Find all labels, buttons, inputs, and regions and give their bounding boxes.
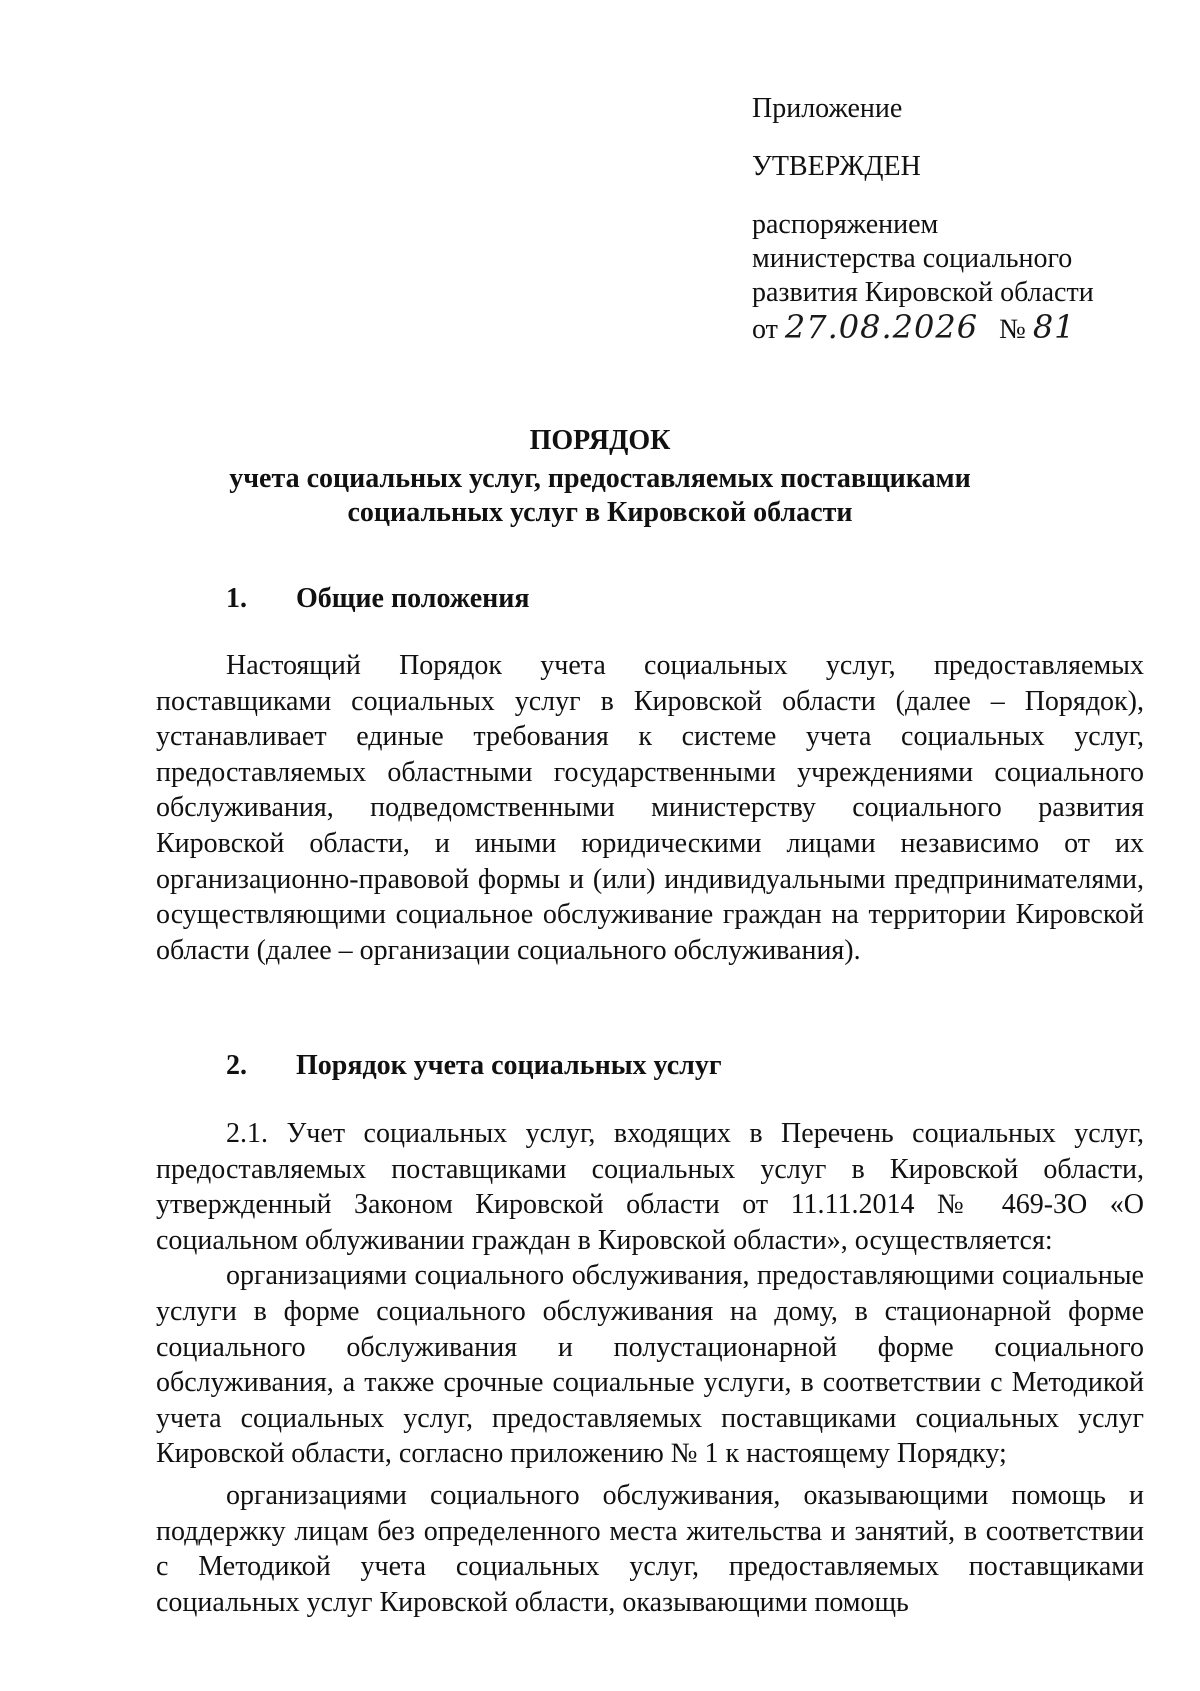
- document-title: [0, 424, 1200, 530]
- date-number-line: [752, 310, 1172, 347]
- handwritten-date: 27.08.2026: [784, 308, 979, 346]
- order-line-2: министерства социального: [752, 243, 1073, 274]
- section-1-number: 1.: [226, 583, 247, 614]
- date-prefix: от: [752, 314, 778, 345]
- appendix-label: Приложение: [752, 93, 903, 124]
- section-1-heading: [226, 582, 530, 616]
- section-2-number: 2.: [226, 1050, 247, 1081]
- title-line-1: учета социальных услуг, предоставляемых поставщиками: [229, 463, 971, 494]
- handwritten-number: 81: [1032, 308, 1076, 346]
- section-2-paragraph-3: организациями социального обслуживания, оказывающими помощь и поддержку лицам без определенного места жительства и занятий, в соответствии с Методикой учета социальных услуг, предоставляемых поставщиками социальных услуг Кировской области, оказывающими помощь: [156, 1479, 1144, 1618]
- approved-label: УТВЕРЖДЕН: [752, 151, 921, 182]
- order-line-1: распоряжением: [752, 209, 939, 240]
- section-1-title: Общие положения: [296, 583, 530, 614]
- section-1-body: [156, 648, 1144, 968]
- number-prefix: №: [999, 314, 1026, 345]
- title-main: ПОРЯДОК: [529, 425, 671, 456]
- section-2-paragraph-2: организациями социального обслуживания, предоставляющими социальные услуги в форме социального обслуживания на дому, в стационарной форме социального обслуживания и полустационарной форме социального обслуживания, а также срочные социальные услуги, в соответствии с Методикой учета социальных услуг, предоставляемых поставщиками социальных услуг Кировской области, согласно приложению № 1 к настоящему Порядку;: [156, 1260, 1144, 1470]
- section-2-title: Порядок учета социальных услуг: [296, 1050, 722, 1081]
- section-2-body: [156, 1116, 1144, 1620]
- section-2-paragraph-1: 2.1. Учет социальных услуг, входящих в Перечень социальных услуг, предоставляемых поставщиками социальных услуг в Кировской области, утвержденный Законом Кировской области от 11.11.2014 № 469-ЗО «О социальном облуживании граждан в Кировской области», осуществляется:: [156, 1118, 1144, 1256]
- section-2-heading: [226, 1049, 722, 1083]
- approval-block: [752, 92, 1172, 347]
- title-line-2: социальных услуг в Кировской области: [347, 497, 853, 528]
- order-line-3: развития Кировской области: [752, 277, 1094, 308]
- section-1-paragraph: Настоящий Порядок учета социальных услуг, предоставляемых поставщиками социальных услуг в Кировской области (далее – Порядок), устанавливает единые требования к системе учета социальных услуг, предоставляемых областными государственными учреждениями социального обслуживания, подведомственными министерству социального развития Кировской области, и иными юридическими лицами независимо от их организационно-правовой формы и (или) индивидуальными предпринимателями, осуществляющими социальное обслуживание граждан на территории Кировской области (далее – организации социального обслуживания).: [156, 650, 1144, 966]
